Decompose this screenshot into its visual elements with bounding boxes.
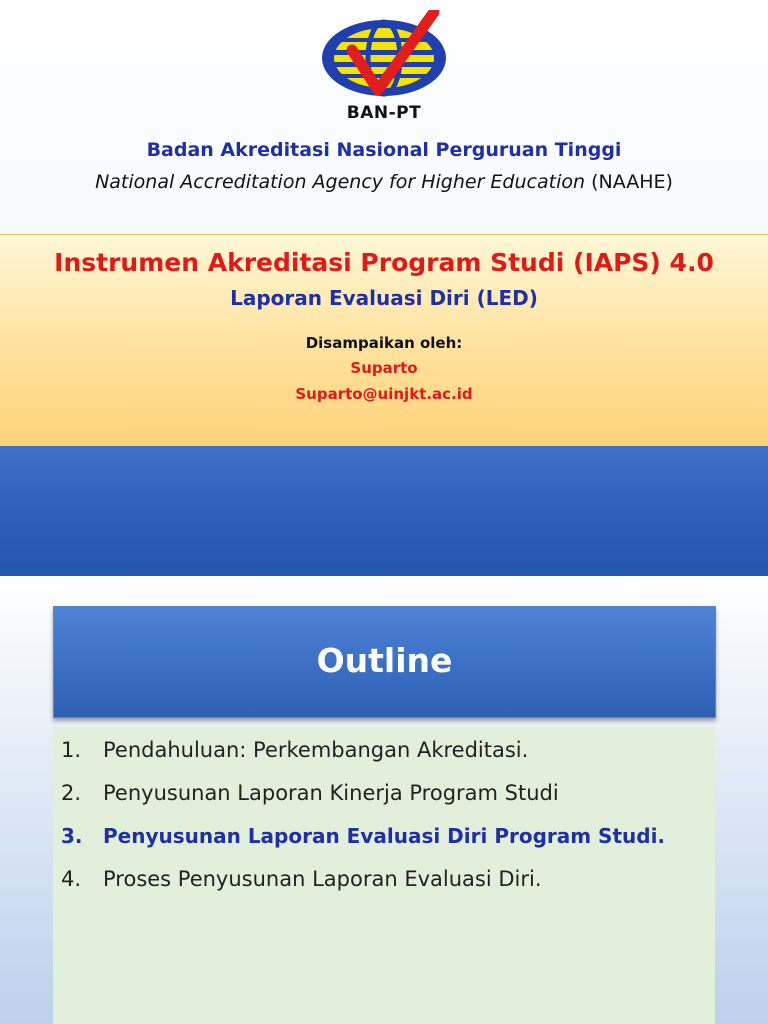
list-item <box>61 778 701 809</box>
agency-abbr: (NAAHE) <box>591 171 673 193</box>
item-text: Proses Penyusunan Laporan Evaluasi Diri. <box>103 867 542 891</box>
agency-name-id: Badan Akreditasi Nasional Perguruan Tinggi <box>146 139 622 161</box>
agency-name-en <box>0 171 768 193</box>
item-text: Pendahuluan: Perkembangan Akreditasi. <box>103 738 529 762</box>
item-number: 1. <box>61 738 82 762</box>
item-number: 2. <box>61 781 82 805</box>
slide-subtitle: Laporan Evaluasi Diri (LED) <box>230 286 538 310</box>
presenter-name: Suparto <box>350 359 418 377</box>
item-number: 4. <box>61 867 82 891</box>
presenter-email: Suparto@uinjkt.ac.id <box>295 385 473 403</box>
list-item <box>61 864 701 895</box>
outline-header <box>53 606 716 718</box>
item-text: Penyusunan Laporan Kinerja Program Studi <box>103 781 559 805</box>
outline-body <box>53 727 715 1024</box>
globe-check-icon <box>314 10 454 105</box>
logo-label: BAN-PT <box>346 103 422 123</box>
outline-title: Outline <box>316 641 453 680</box>
item-text: Penyusunan Laporan Evaluasi Diri Program Studi. <box>103 824 666 848</box>
outline-slide <box>0 576 768 1024</box>
list-item-highlighted <box>61 821 701 852</box>
ban-pt-logo <box>314 10 454 130</box>
item-number: 3. <box>61 824 83 848</box>
list-item <box>61 735 701 766</box>
outline-list <box>61 735 701 907</box>
agency-name-en-italic: National Accreditation Agency for Higher Education <box>95 171 586 193</box>
presented-by-label: Disampaikan oleh: <box>305 334 463 352</box>
slide-title: Instrumen Akreditasi Program Studi (IAPS) 4.0 <box>54 248 714 277</box>
blue-band <box>0 446 768 576</box>
